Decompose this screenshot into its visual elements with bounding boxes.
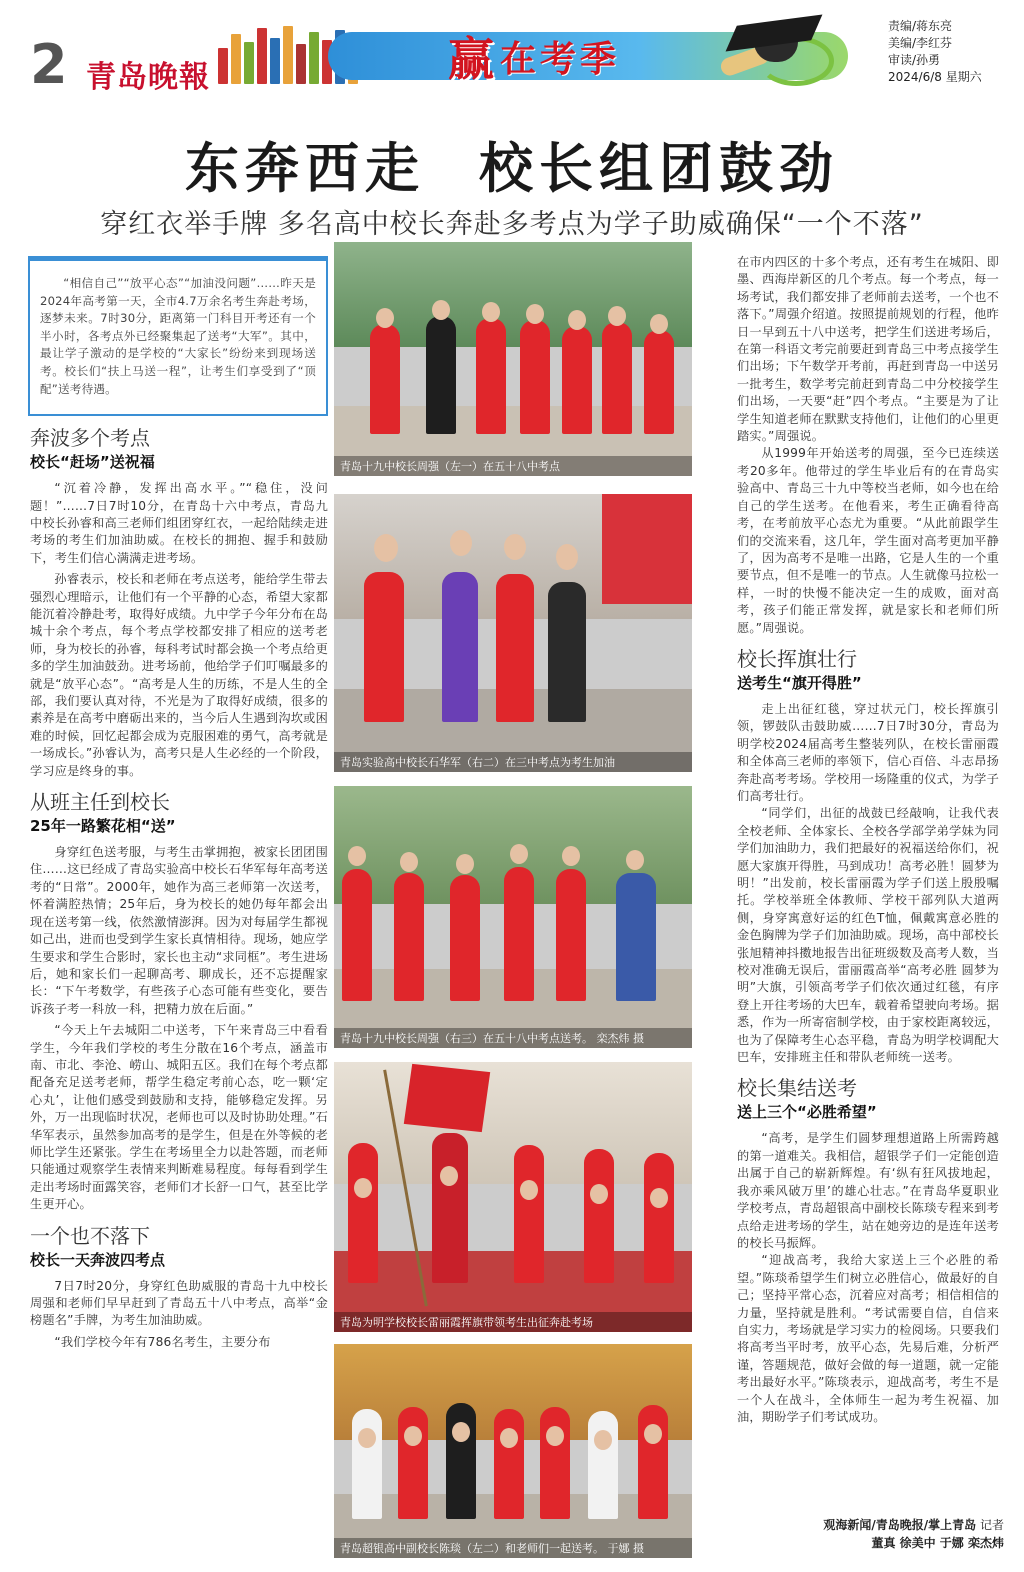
section-subtitle: 送考生“旗开得胜” [737, 673, 862, 692]
section-3 [30, 1220, 328, 1352]
paragraph: “同学们，出征的战鼓已经敲响，让我代表全校老师、全体家长、全校各学部学弟学妹为同学们加油助力，我们把最好的祝福送给你们，祝愿大家旗开得胜，马到成功！高考必胜！圆梦为明！”出发前，校长雷丽霞为学子们送上殷殷嘱托。学校举班全体教师、学校干部列队大道两侧，身穿寓意好运的红色T恤，佩戴寓意必胜的金色胸牌为学子们加油助威。现场，高中部校长张旭精神抖擞地报告出征班级数及高考人数，当校对准确无误后，雷丽霞高举“高考必胜 圆梦为明”大旗，引领高考学子们依次通过红毯，有序登上开往考场的大巴车，载着希望驶向考场。据悉，作为一所寄宿制学校，由于家校距离较远，也为了保障考生心态平稳，青岛为明学校调配大巴车，安排班主任和带队老师统一送考。 [737, 806, 999, 1065]
left-column [30, 256, 328, 1556]
section-banner [218, 18, 858, 88]
byline-outlets: 观海新闻/青岛晚报/掌上青岛 [823, 1518, 977, 1532]
paragraph: 身穿红色送考服，与考生击掌拥抱，被家长团团围住……这已经成了青岛实验高中校长石华军每年高考送考的“日常”。2000年，她作为高三老师第一次送考，怀着满腔热情；25年后，身为校长的她仍每年都会出现在送考第一线，依然激情澎湃。因为对每届学生都视如己出，进而也受到学生家长真情相待。现场，她应学生要求和学生合影时，家长也主动“求同框”。考生进场后，她和家长们一起聊高考、聊成长，还不忘提醒家长：“下午考数学，有些孩子心态可能有些变化，要告诉孩子考一科放一科，把精力放在后面。” [30, 845, 328, 1016]
photo-caption: 青岛为明学校校长雷丽霞挥旗带领考生出征奔赴考场 [334, 1312, 692, 1332]
headline-part1: 东奔西走 [185, 136, 425, 200]
section-subtitle: 送上三个“必胜希望” [737, 1103, 877, 1122]
photo-4 [334, 1062, 692, 1332]
credit-line: 美编/李红芬 [888, 36, 953, 50]
headline [0, 126, 1024, 203]
section-4 [737, 643, 999, 1067]
photo-caption: 青岛十九中校长周强（左一）在五十八中考点 [334, 456, 692, 476]
section-title: 校长集结送考 [737, 1076, 857, 1101]
paragraph: 在市内四区的十多个考点，还有考生在城阳、即墨、西海岸新区的几个考点。每一个考点，每一场考试，我们都安排了老师前去送考，一个也不落下。”周强介绍道。按照提前规划的行程，他昨日一早到五十八中送考，把学生们送进考场后，在第一科语文考完前要赶到青岛三中考点接学生们出场；下午数学开考前，再赶到青岛一中送另一批考生，数学考完前赶到青岛二中分校接学生们出场，一天要“赶”四个考点。“主要是为了让学生知道老师在默默支持他们，让他们的心里更踏实。”周强说。 [737, 255, 999, 444]
byline [744, 1516, 1004, 1552]
section-title: 从班主任到校长 [30, 790, 170, 815]
graduation-cap-icon [728, 10, 818, 80]
intro-box [28, 256, 328, 416]
photo-1 [334, 242, 692, 476]
photo-5 [334, 1344, 692, 1558]
right-column [737, 254, 999, 1564]
credit-line: 责编/蒋东亮 [888, 19, 953, 33]
section-5 [737, 1072, 999, 1426]
photo-caption: 青岛十九中校长周强（右三）在五十八中考点送考。 栾杰炜 摄 [334, 1028, 692, 1048]
photo-caption: 青岛实验高中校长石华军（右二）在三中考点为考生加油 [334, 752, 692, 772]
section-title: 校长挥旗壮行 [737, 646, 857, 671]
section-title: 奔波多个考点 [30, 426, 150, 451]
byline-role: 记者 [979, 1518, 1004, 1532]
photo-caption: 青岛超银高中副校长陈琰（左二）和老师们一起送考。 于娜 摄 [334, 1538, 692, 1558]
flag-icon [404, 1064, 490, 1132]
paragraph: “今天上午去城阳二中送考，下午来青岛三中看看学生，今年我们学校的考生分散在16个考点，涵盖市南、市北、李沧、崂山、城阳五区。我们在每个考点都配备充足送考老师，帮学生稳定考前心态，吃一颗‘定心丸’，让他们感受到鼓励和支持，能够稳定发挥。另外，万一出现临时状况，老师也可以及时协助处理。”石华军表示，虽然参加高考的是学生，但是在外等候的老师比学生还紧张。学生在考场里全力以赴答题，而老师只能通过观察学生表情来判断难易程度。每每看到学生走出考场时面露笑容，老师们才长舒一口气，甚至比学生更开心。 [30, 1023, 328, 1212]
paragraph: “我们学校今年有786名考生，主要分布 [54, 1334, 271, 1349]
headline-part2: 校长组团鼓劲 [479, 136, 839, 200]
paragraph: 孙睿表示，校长和老师在考点送考，能给学生带去强烈心理暗示，让他们有一个平静的心态，希望大家都能沉着冷静赴考，取得好成绩。九中学子今年分布在岛城十余个考点，每个考点学校都安排了相应的送考老师，身为校长的孙睿，每科考试时都会换一个考点给更多的学生加油鼓劲。进考场前，他给学子们叮嘱最多的就是“放平心态”。“高考是人生的历练，不是人生的全部，我们要认真对待，不光是为了取得好成绩，很多的素养是在高考中磨砺出来的，当今后人生遇到沟坎或困难的时候，回忆起都会成为克服困难的勇气，高考就是一场成长。”孙睿认为，高考只是人生必经的一个阶段，学习应是终身的事。 [30, 572, 328, 778]
paragraph: “高考，是学生们圆梦理想道路上所需跨越的第一道难关。我相信，超银学子们一定能创造出属于自己的崭新辉煌。有‘纵有狂风拔地起，我亦乘风破万里’的雄心壮志。”在青岛华夏职业学校考点，青岛超银高中副校长陈琰专程来到考点给走进考场的学生，站在她旁边的是连年送考的校长马振辉。 [737, 1131, 999, 1250]
banner-season-text: 在考季 [500, 37, 621, 80]
banner-title [448, 30, 621, 86]
red-tent [602, 494, 692, 604]
photo-2 [334, 494, 692, 772]
paragraph: 走上出征红毯，穿过状元门，校长挥旗引领，锣鼓队击鼓助威……7日7时30分，青岛为明学校2024届高考生整装列队，在校长雷丽霞和全体高三老师的率领下，信心百倍、斗志昂扬奔赴高考考场。学校用一场隆重的仪式，为学子们高考壮行。 [737, 701, 999, 803]
section-1 [30, 422, 328, 780]
subheadline: 穿红衣举手牌 多名高中校长奔赴多考点为学子助威确保“一个不落” [100, 209, 924, 240]
intro-paragraph: “相信自己”“放平心态”“加油没问题”……昨天是2024年高考第一天，全市4.7万余名考生奔赴考场，逐梦未来。7时30分，距离第一门科目开考还有一个半小时，各考点外已经聚集起了送考“大军”。其中，最让学子激动的是学校的“大家长”纷纷来到现场送考。校长们“扶上马送一程”，让考生们享受到了“顶配”送考待遇。 [40, 276, 316, 396]
byline-names: 董真 徐美中 于娜 栾杰炜 [871, 1536, 1004, 1550]
credit-line: 审读/孙勇 [888, 53, 941, 67]
issue-date: 2024/6/8 星期六 [888, 70, 982, 84]
section-subtitle: 25年一路繁花相“送” [30, 817, 176, 836]
masthead [0, 0, 1024, 100]
paragraph: 从1999年开始送考的周强，至今已连续送考20多年。他带过的学生毕业后有的在青岛实验高中、青岛三十九中等校当老师，如今也在给自己的学生送考。在他看来，考生正确看待高考，在考前放平心态尤为重要。“从此前跟学生们的交流来看，这几年，学生面对高考更加平静了，因为高考不是唯一出路，它是人生的一个重要节点，但不是唯一的节点。人生就像马拉松一样，一时的快慢不能决定一生的成败，面对高考，孩子们能正常发挥，就是家长和老师们所愿。”周强说。 [737, 446, 999, 635]
section-subtitle: 校长一天奔波四考点 [30, 1250, 166, 1269]
section-subtitle: 校长“赶场”送祝福 [30, 453, 155, 472]
paragraph: 7日7时20分，身穿红色助威服的青岛十九中校长周强和老师们早早赶到了青岛五十八中考点，高举“金榜题名”手牌，为考生加油助威。 [30, 1278, 328, 1328]
page-number: 2 [30, 33, 68, 96]
paper-logo: 青岛晚報 [86, 60, 210, 95]
photo-3 [334, 786, 692, 1048]
editor-credits [888, 18, 982, 86]
section-2 [30, 786, 328, 1214]
banner-win-char: 赢 [448, 32, 494, 86]
paragraph: “迎战高考，我给大家送上三个必胜的希望。”陈琰希望学生们树立必胜信心，做最好的自己；坚持平常心态，沉着应对高考；相信相信的力量，坚持就是胜利。“考试需要自信，自信来自实力，考场就是学习实力的检阅场。只要我们将高考当平时考，放平心态，先易后难，分析严谨，答题规范，做好会做的每一道题，就一定能考出最好水平。”陈琰表示，迎战高考，考生不是一个人在战斗，全体师生一起为考生祝福、加油，期盼学子们考试成功。 [737, 1253, 999, 1424]
paragraph: “沉着冷静，发挥出高水平。”“稳住，没问题！”……7日7时10分，在青岛十六中考点，青岛九中校长孙睿和高三老师们组团穿红衣，一起给陆续走进考场的考生们加油助威。在校长的拥抱、握手和鼓励下，考生们信心满满走进考场。 [30, 481, 328, 565]
section-title: 一个也不落下 [30, 1223, 150, 1248]
